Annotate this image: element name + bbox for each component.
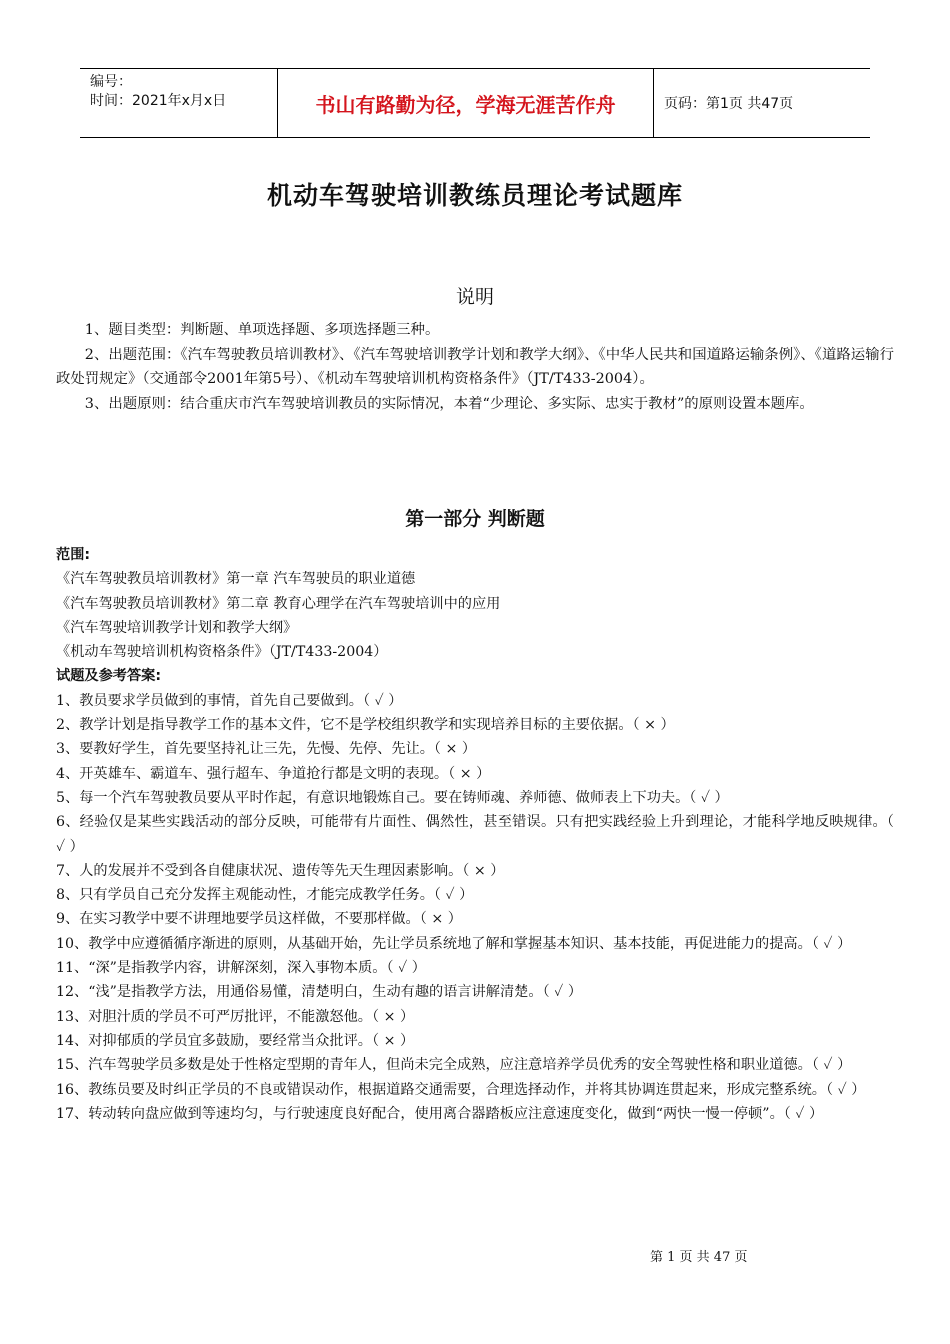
question-item: 3、要教好学生，首先要坚持礼让三先，先慢、先停、先让。（ × ） bbox=[56, 741, 477, 758]
scope-item: 《汽车驾驶培训教学计划和教学大纲》 bbox=[56, 619, 298, 636]
scope-item: 《汽车驾驶教员培训教材》第一章 汽车驾驶员的职业道德 bbox=[56, 571, 416, 588]
questions-label: 试题及参考答案: bbox=[56, 668, 161, 685]
question-item: 9、在实习教学中要不讲理地要学员这样做，不要那样做。（ × ） bbox=[56, 911, 462, 928]
scope-label: 范围: bbox=[56, 547, 91, 563]
document-title: 机动车驾驶培训教练员理论考试题库 bbox=[266, 181, 683, 210]
intro-paragraph: 3、出题原则：结合重庆市汽车驾驶培训教员的实际情况，本着“少理论、多实际、忠实于教材”的原则设置本题库。 bbox=[84, 395, 814, 412]
question-item: 11、“深”是指教学内容，讲解深刻，深入事物本质。（ ✓ ） bbox=[56, 960, 426, 977]
time-label: 时间：2021年x月x日 bbox=[90, 93, 227, 109]
question-item: 4、开英雄车、霸道车、强行超车、争道抢行都是文明的表现。（ × ） bbox=[56, 765, 491, 782]
question-item: 7、人的发展并不受到各自健康状况、遗传等先天生理因素影响。（ × ） bbox=[56, 862, 505, 879]
question-item: 6、经验仅是某些实践活动的部分反映，可能带有片面性、偶然性，甚至错误。只有把实践经验上升到理论，才能科学地反映规律。（ ✓ ） bbox=[56, 814, 894, 855]
part-title: 第一部分 判断题 bbox=[405, 508, 545, 530]
question-item: 2、教学计划是指导教学工作的基本文件，它不是学校组织教学和实现培养目标的主要依据。（ × ） bbox=[56, 717, 675, 734]
question-item: 15、汽车驾驶学员多数是处于性格定型期的青年人，但尚未完全成熟，应注意培养学员优秀的安全驾驶性格和职业道德。（ ✓ ） bbox=[56, 1057, 852, 1074]
scope-item: 《汽车驾驶教员培训教材》第二章 教育心理学在汽车驾驶培训中的应用 bbox=[56, 595, 501, 612]
question-item: 8、只有学员自己充分发挥主观能动性，才能完成教学任务。（ ✓ ） bbox=[56, 887, 474, 904]
scope-item: 《机动车驾驶培训机构资格条件》（JT/T433-2004） bbox=[56, 644, 388, 661]
question-item: 17、转动转向盘应做到等速均匀，与行驶速度良好配合，使用离合器踏板应注意速度变化，做到“两快一慢一停顿”。（ ✓ ） bbox=[56, 1105, 824, 1122]
number-label: 编号： bbox=[90, 74, 132, 90]
header-meta bbox=[80, 69, 278, 137]
header-page-info: 页码：第1页 共47页 bbox=[664, 96, 794, 112]
question-item: 10、教学中应遵循循序渐进的原则，从基础开始，先让学员系统地了解和掌握基本知识、基本技能，再促进能力的提高。（ ✓ ） bbox=[56, 935, 852, 952]
section-heading-explanation: 说明 bbox=[455, 286, 494, 308]
intro-paragraph: 1、题目类型：判断题、单项选择题、多项选择题三种。 bbox=[84, 322, 440, 338]
question-item: 1、教员要求学员做到的事情，首先自己要做到。（ ✓ ） bbox=[56, 692, 403, 709]
header-motto: 书山有路勤为径，学海无涯苦作舟 bbox=[278, 69, 654, 137]
page-header bbox=[80, 68, 870, 138]
question-item: 12、“浅”是指教学方法，用通俗易懂，清楚明白，生动有趣的语言讲解清楚。（ ✓ ） bbox=[56, 984, 583, 1001]
question-item: 13、对胆汁质的学员不可严厉批评，不能激怒他。（ × ） bbox=[56, 1008, 415, 1025]
intro-paragraph: 2、出题范围：《汽车驾驶教员培训教材》、《汽车驾驶培训教学计划和教学大纲》、《中华人民共和国道路运输条例》、《道路运输行政处罚规定》（交通部令2001年第5号）、《机动车驾驶培训机构资格条件》（JT/T433-2004）。 bbox=[56, 346, 894, 387]
question-item: 16、教练员要及时纠正学员的不良或错误动作，根据道路交通需要，合理选择动作，并将其协调连贯起来，形成完整系统。（ ✓ ） bbox=[56, 1081, 866, 1098]
intro-section bbox=[56, 318, 894, 416]
page-footer: 第 1 页 共 47 页 bbox=[650, 1250, 748, 1265]
questions-section bbox=[56, 543, 894, 1126]
question-item: 14、对抑郁质的学员宜多鼓励，要经常当众批评。（ × ） bbox=[56, 1032, 415, 1049]
question-item: 5、每一个汽车驾驶教员要从平时作起，有意识地锻炼自己。要在铸师魂、养师德、做师表上下功夫。（ ✓ ） bbox=[56, 789, 729, 806]
